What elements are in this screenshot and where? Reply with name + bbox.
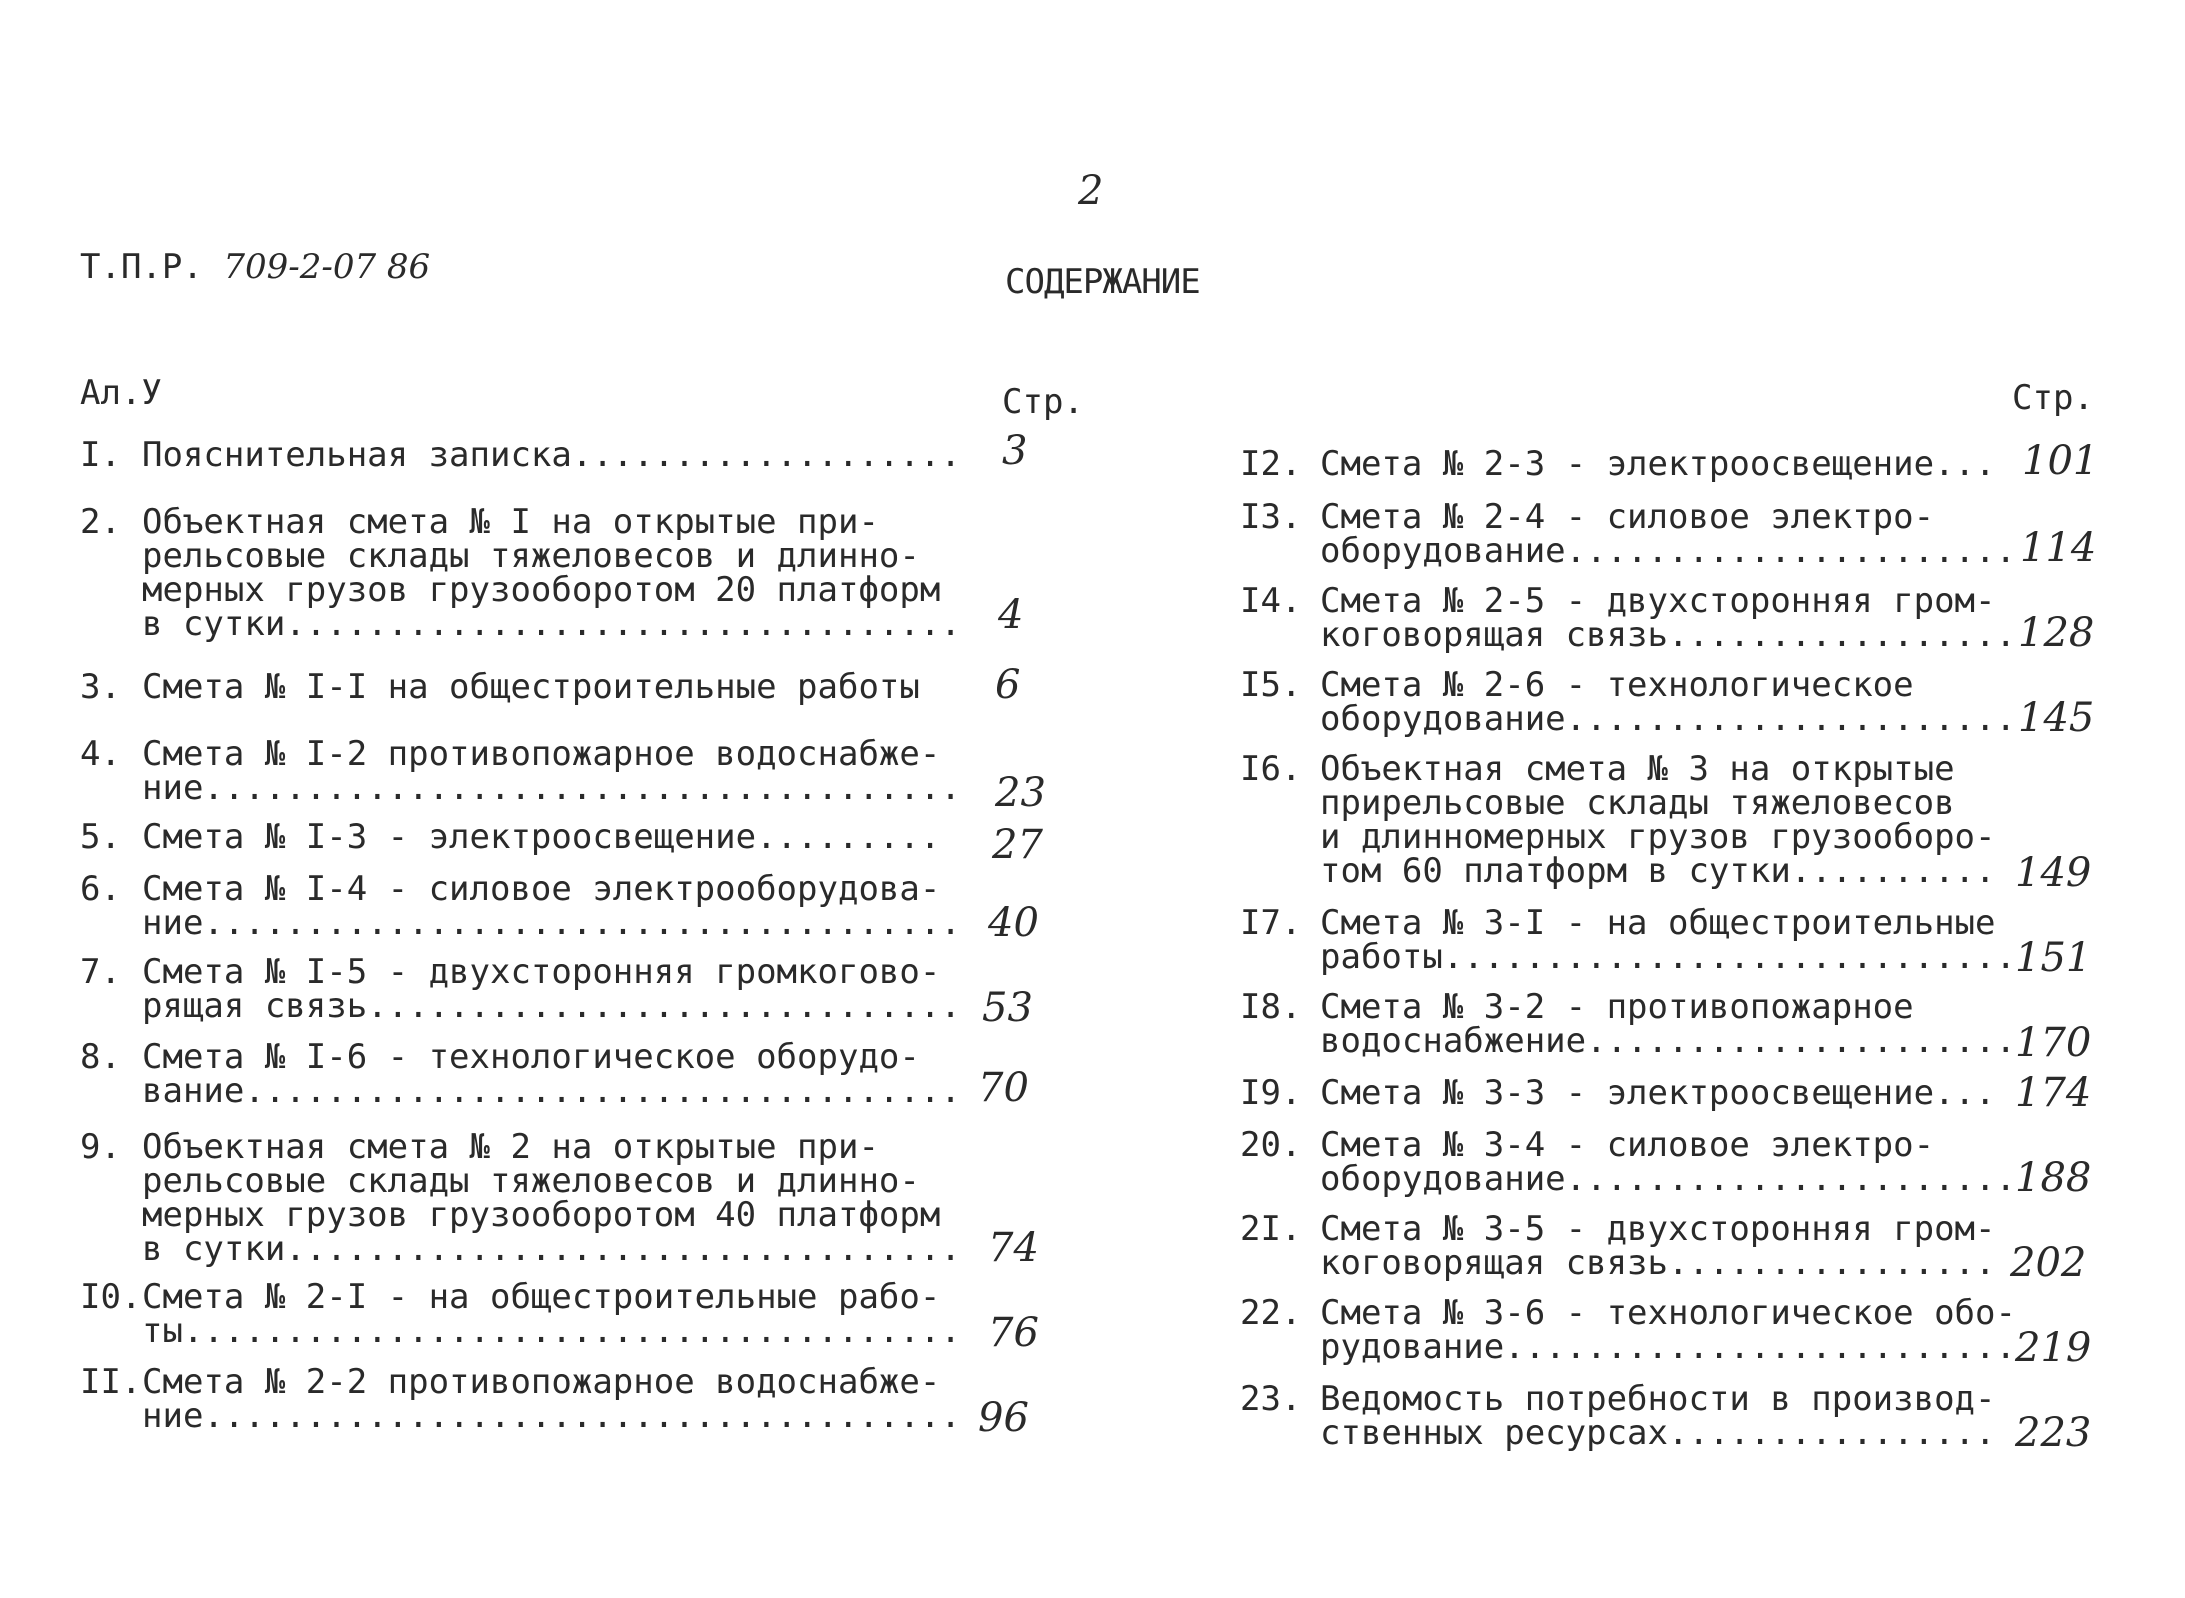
left-page-column-label: Стр.	[1002, 382, 1084, 422]
page-number: 2	[1078, 168, 1104, 214]
toc-entry-text: ние.....................................	[142, 1396, 961, 1436]
toc-entry-text: ты......................................	[142, 1311, 961, 1351]
toc-entry-text: Смета № 2-6 - технологическое	[1320, 665, 1914, 705]
toc-entry-number: 20.	[1240, 1125, 1302, 1165]
toc-entry-number: I7.	[1240, 903, 1302, 943]
toc-entry-text: Смета № I-2 противопожарное водоснабже-	[142, 734, 941, 774]
toc-entry-text: Объектная смета № 2 на открытые при-	[142, 1127, 879, 1167]
toc-entry-text: Смета № I-5 - двухсторонняя громкогово-	[142, 952, 941, 992]
toc-entry-text: мерных грузов грузооборотом 20 платформ	[142, 570, 941, 610]
toc-entry-number: I.	[80, 435, 121, 475]
toc-entry-text: Ведомость потребности в производ-	[1320, 1379, 1996, 1419]
toc-entry-number: 3.	[80, 667, 121, 707]
toc-entry-text: и длинномерных грузов грузооборо-	[1320, 817, 1996, 857]
toc-entry-page: 145	[2018, 695, 2095, 741]
toc-entry-text: водоснабжение.....................	[1320, 1021, 2016, 1061]
toc-entry-text: в сутки.................................	[142, 1229, 961, 1269]
document-code-number: 709-2-07 86	[223, 247, 431, 287]
toc-entry-number: I9.	[1240, 1073, 1302, 1113]
toc-entry-page: 3	[1002, 428, 1028, 474]
toc-entry-text: мерных грузов грузооборотом 40 платформ	[142, 1195, 941, 1235]
toc-entry-number: II.	[80, 1362, 142, 1402]
document-code-block	[80, 162, 430, 456]
toc-entry-text: рельсовые склады тяжеловесов и длинно-	[142, 536, 920, 576]
toc-entry-number: I3.	[1240, 497, 1302, 537]
toc-entry-text: Смета № 3-3 - электроосвещение...	[1320, 1073, 1996, 1113]
toc-entry-page: 4	[998, 592, 1024, 638]
toc-entry-page: 76	[988, 1310, 1039, 1356]
toc-entry-page: 114	[2020, 525, 2097, 571]
toc-entry-page: 96	[978, 1395, 1029, 1441]
toc-entry-number: 2I.	[1240, 1209, 1302, 1249]
toc-entry-number: 4.	[80, 734, 121, 774]
toc-entry-number: I4.	[1240, 581, 1302, 621]
toc-entry-text: рящая связь.............................	[142, 986, 961, 1026]
toc-entry-number: 2.	[80, 502, 121, 542]
toc-entry-page: 151	[2015, 935, 2092, 981]
toc-entry-text: вание...................................	[142, 1071, 961, 1111]
page-title: СОДЕРЖАНИЕ	[1005, 262, 1200, 302]
toc-entry-page: 6	[995, 662, 1021, 708]
toc-entry-page: 174	[2015, 1070, 2092, 1116]
toc-entry-text: Смета № 2-I - на общестроительные рабо-	[142, 1277, 941, 1317]
album-label: Ал.У	[80, 373, 162, 413]
toc-entry-page: 23	[995, 770, 1046, 816]
toc-entry-text: Пояснительная записка...................	[142, 435, 961, 475]
toc-entry-page: 188	[2015, 1155, 2092, 1201]
toc-entry-page: 53	[982, 985, 1033, 1031]
toc-entry-page: 27	[992, 822, 1043, 868]
toc-entry-text: коговорящая связь.................	[1320, 615, 2016, 655]
toc-entry-text: Объектная смета № 3 на открытые	[1320, 749, 1955, 789]
toc-entry-text: рудование.........................	[1320, 1327, 2016, 1367]
toc-entry-text: в сутки.................................	[142, 604, 961, 644]
toc-entry-number: 8.	[80, 1037, 121, 1077]
toc-entry-text: коговорящая связь................	[1320, 1243, 1996, 1283]
toc-entry-text: Смета № 2-3 - электроосвещение...	[1320, 444, 1996, 484]
toc-entry-text: Смета № 3-5 - двухсторонняя гром-	[1320, 1209, 1996, 1249]
toc-entry-number: 7.	[80, 952, 121, 992]
toc-entry-number: 5.	[80, 817, 121, 857]
toc-entry-page: 101	[2022, 438, 2099, 484]
toc-entry-text: оборудование......................	[1320, 1159, 2016, 1199]
toc-entry-text: Смета № I-3 - электроосвещение.........	[142, 817, 941, 857]
toc-entry-text: Смета № 3-6 - технологическое обо-	[1320, 1293, 2016, 1333]
toc-entry-number: I5.	[1240, 665, 1302, 705]
toc-entry-number: I0.	[80, 1277, 142, 1317]
toc-entry-text: Смета № 2-4 - силовое электро-	[1320, 497, 1935, 537]
toc-entry-text: том 60 платформ в сутки..........	[1320, 851, 1996, 891]
toc-entry-page: 170	[2015, 1020, 2092, 1066]
toc-entry-text: Смета № 3-4 - силовое электро-	[1320, 1125, 1935, 1165]
toc-entry-text: ние.....................................	[142, 903, 961, 943]
toc-entry-text: Объектная смета № I на открытые при-	[142, 502, 879, 542]
toc-entry-number: 22.	[1240, 1293, 1302, 1333]
toc-entry-page: 70	[978, 1065, 1029, 1111]
toc-entry-text: Смета № 3-2 - противопожарное	[1320, 987, 1914, 1027]
toc-entry-text: оборудование......................	[1320, 699, 2016, 739]
toc-entry-text: работы............................	[1320, 937, 2016, 977]
toc-entry-text: Смета № 2-2 противопожарное водоснабже-	[142, 1362, 941, 1402]
toc-entry-text: Смета № 3-I - на общестроительные	[1320, 903, 1996, 943]
document-code-prefix: Т.П.Р.	[80, 247, 203, 287]
toc-entry-page: 202	[2010, 1240, 2087, 1286]
toc-entry-page: 219	[2015, 1325, 2092, 1371]
right-page-column-label: Стр.	[2012, 378, 2094, 418]
toc-entry-number: I6.	[1240, 749, 1302, 789]
toc-entry-text: Смета № I-6 - технологическое оборудо-	[142, 1037, 920, 1077]
toc-entry-number: I8.	[1240, 987, 1302, 1027]
toc-entry-page: 149	[2015, 850, 2092, 896]
toc-entry-text: Смета № 2-5 - двухсторонняя гром-	[1320, 581, 1996, 621]
toc-entry-page: 74	[988, 1225, 1039, 1271]
toc-entry-text: рельсовые склады тяжеловесов и длинно-	[142, 1161, 920, 1201]
toc-entry-text: ственных ресурсах................	[1320, 1413, 1996, 1453]
toc-entry-text: оборудование......................	[1320, 531, 2016, 571]
toc-entry-number: 6.	[80, 869, 121, 909]
toc-entry-text: ние.....................................	[142, 768, 961, 808]
toc-entry-page: 223	[2015, 1410, 2092, 1456]
toc-entry-number: I2.	[1240, 444, 1302, 484]
toc-entry-page: 128	[2018, 610, 2095, 656]
toc-entry-page: 40	[988, 900, 1039, 946]
toc-entry-text: Смета № I-4 - силовое электрооборудова-	[142, 869, 941, 909]
toc-entry-text: прирельсовые склады тяжеловесов	[1320, 783, 1955, 823]
toc-entry-number: 9.	[80, 1127, 121, 1167]
toc-entry-number: 23.	[1240, 1379, 1302, 1419]
toc-entry-text: Смета № I-I на общестроительные работы	[142, 667, 920, 707]
